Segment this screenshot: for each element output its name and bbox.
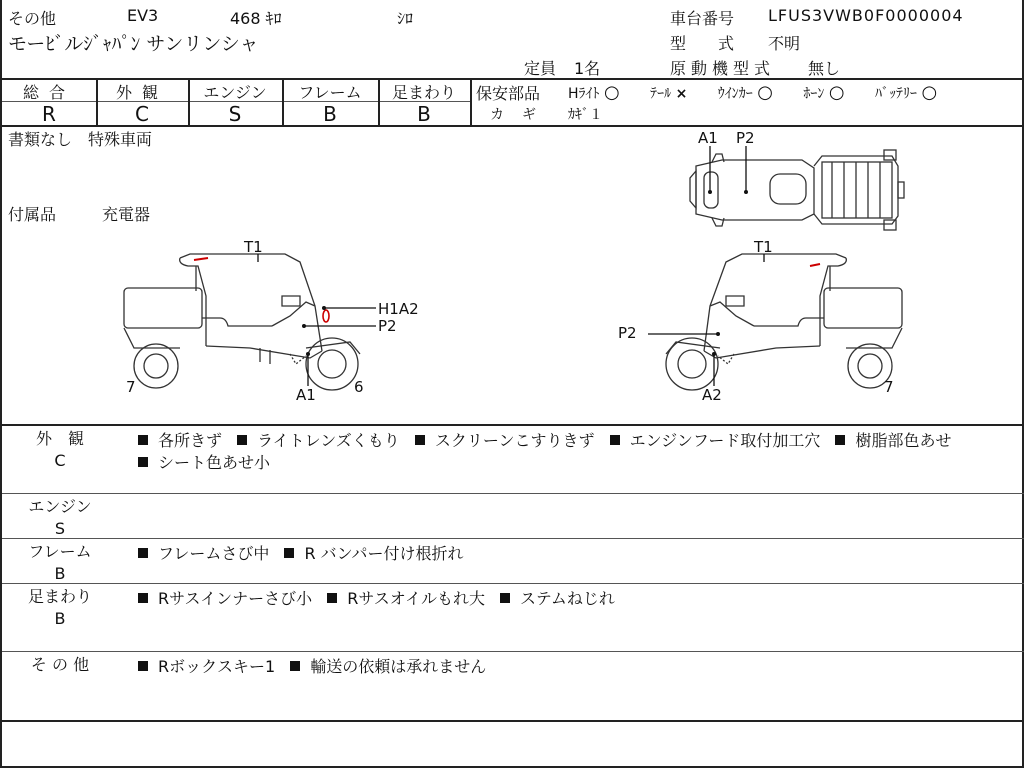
safety-label: 保安部品 xyxy=(476,84,541,103)
headlight-mark: ○ xyxy=(603,82,620,103)
remark-suspension-label: 足まわり B xyxy=(27,587,92,628)
key-label: カ ギ xyxy=(490,107,538,123)
key-value: ｶｷﾞ１ xyxy=(568,107,603,123)
battery-mark: ○ xyxy=(921,82,938,103)
remark-other-line1: Rボックスキー1 輸送の依頼は承れません xyxy=(138,654,496,677)
chassis-label: 車台番号 xyxy=(670,9,735,28)
headlight-label: Hﾗｲﾄ xyxy=(568,86,600,102)
engine-type-label: 原動機型式 xyxy=(670,59,776,78)
grade-suspension-value: B xyxy=(417,102,431,126)
remark-other-label: そ の 他 xyxy=(30,655,90,674)
type-value: 不明 xyxy=(768,34,801,53)
right-p2-label: P2 xyxy=(618,324,637,342)
left-wheel-6-label: 6 xyxy=(354,378,364,396)
remark-engine-label: エンジン S xyxy=(28,497,92,538)
grade-total-value: R xyxy=(42,102,56,126)
left-h1a2-label: H1A2 xyxy=(378,300,419,318)
remark-exterior-line2: シート色あせ小 xyxy=(138,450,280,473)
right-side-diagram xyxy=(614,236,914,406)
right-a2-label: A2 xyxy=(702,386,722,404)
remark-exterior-label: 外 観 C xyxy=(35,429,84,470)
right-wheel-7-label: 7 xyxy=(884,378,894,396)
accessories-label: 付属品 xyxy=(8,205,57,224)
grade-suspension-label: 足まわり xyxy=(391,83,456,102)
right-t1-label: T1 xyxy=(754,238,773,256)
grade-frame-value: B xyxy=(323,102,337,126)
mileage: 468 ｷﾛ xyxy=(230,9,282,28)
grade-engine-value: S xyxy=(228,102,242,126)
left-p2-label: P2 xyxy=(378,317,397,335)
engine-type-value: 無し xyxy=(808,59,841,78)
capacity-label: 定員 xyxy=(524,59,557,78)
category: その他 xyxy=(8,9,57,28)
remark-frame-line1: フレームさび中 R バンパー付け根折れ xyxy=(138,541,474,564)
chassis-number: LFUS3VWB0F0000004 xyxy=(768,6,964,25)
top-view-diagram xyxy=(682,126,912,236)
capacity-value: 1名 xyxy=(574,59,601,78)
left-a1-label: A1 xyxy=(296,386,316,404)
type-label: 型 式 xyxy=(670,34,735,53)
winker-mark: ○ xyxy=(757,82,773,103)
top-p2-label: P2 xyxy=(736,129,755,147)
grade-engine-label: エンジン xyxy=(203,83,267,102)
taillight-label: ﾃｰﾙ xyxy=(650,86,672,102)
documents-note: 書類なし 特殊車両 xyxy=(8,130,153,149)
safety-items xyxy=(568,82,937,103)
maker-name: モーﾋﾞルｼﾞｬﾊﾟﾝ サンリンシャ xyxy=(8,33,259,55)
left-wheel-7-label: 7 xyxy=(126,378,136,396)
horn-mark: ○ xyxy=(828,82,845,103)
top-a1-label: A1 xyxy=(698,129,718,147)
remark-frame-label: フレーム B xyxy=(28,542,92,583)
grade-exterior-value: C xyxy=(135,102,149,126)
grade-total-label: 総合 xyxy=(22,83,75,102)
left-side-diagram xyxy=(110,236,440,406)
battery-label: ﾊﾞｯﾃﾘｰ xyxy=(875,86,918,102)
left-t1-label: T1 xyxy=(244,238,263,256)
model: EV3 xyxy=(127,6,159,25)
winker-label: ｳｲﾝｶｰ xyxy=(717,86,753,102)
taillight-mark: × xyxy=(675,86,688,102)
grade-frame-label: フレーム xyxy=(298,83,362,102)
grade-exterior-label: 外観 xyxy=(115,83,168,102)
body-color: ｼﾛ xyxy=(397,9,414,28)
remark-exterior-line1: 各所きず ライトレンズくもり スクリーンこすりきず エンジンフード取付加工穴 樹脂部色あせ xyxy=(138,428,961,451)
remark-suspension-line1: Rサスインナーさび小 Rサスオイルもれ大 ステムねじれ xyxy=(138,586,625,609)
accessories-value: 充電器 xyxy=(102,205,151,224)
horn-label: ﾎｰﾝ xyxy=(803,86,825,102)
